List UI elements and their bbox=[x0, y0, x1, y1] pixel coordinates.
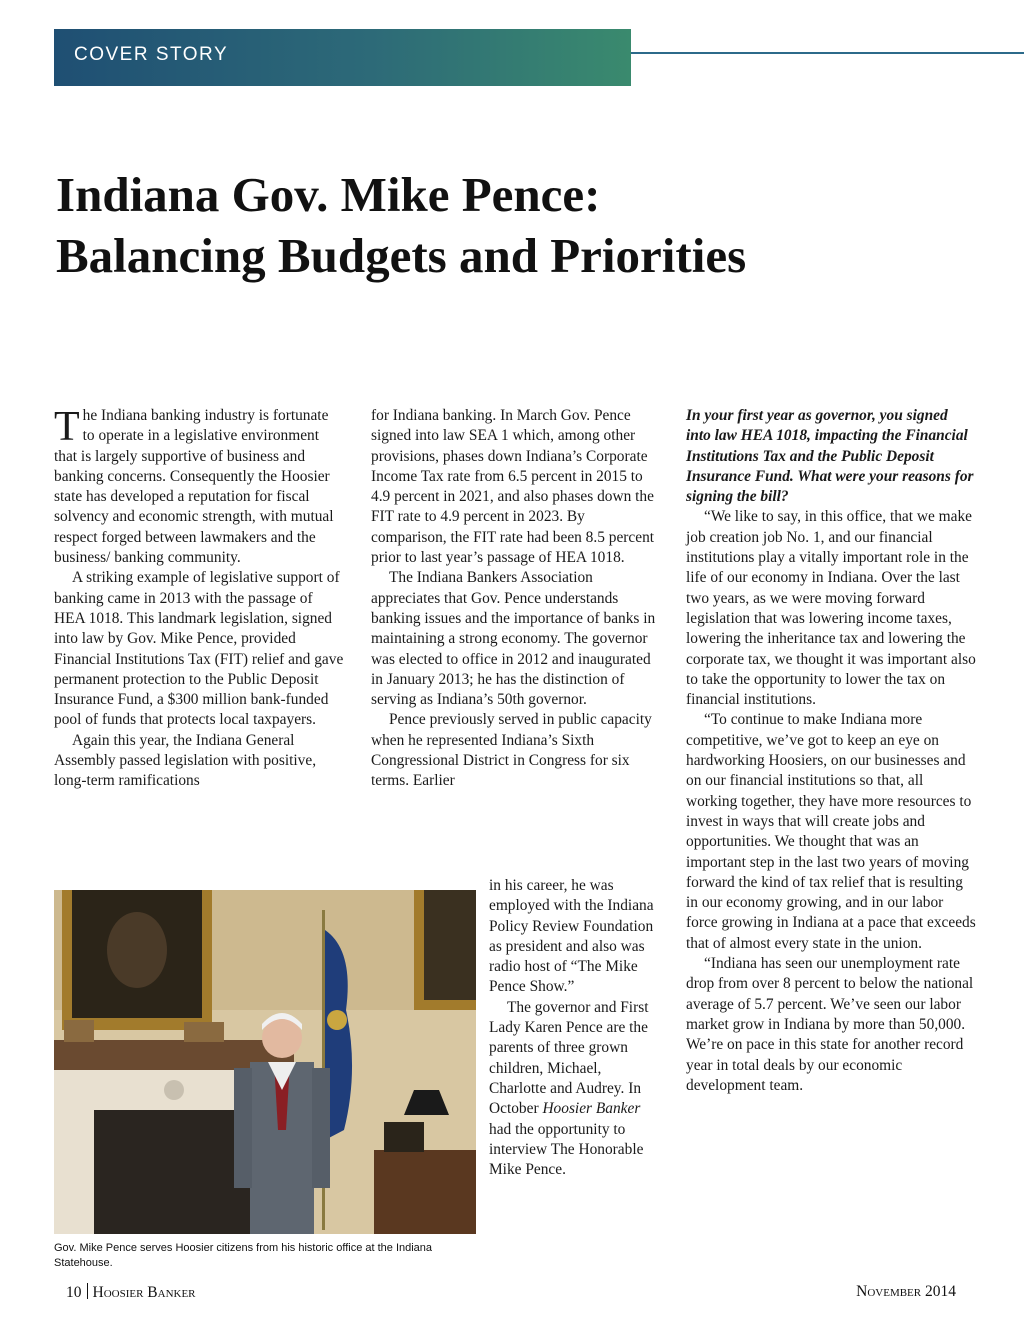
photo-caption: Gov. Mike Pence serves Hoosier citizens from his historic office at the Indiana Statehouse. bbox=[54, 1242, 433, 1269]
publication-name: Hoosier Banker bbox=[542, 1100, 641, 1118]
section-banner bbox=[54, 29, 631, 86]
section-label: COVER STORY bbox=[74, 44, 229, 65]
paragraph: in his career, he was employed with the Indiana Policy Review Foundation as president and also was radio host of “The Mike Pence Show.” bbox=[489, 877, 654, 996]
page-number: 10 bbox=[66, 1284, 82, 1301]
paragraph-text: The governor and First Lady Karen Pence are the parents of three grown children, Michael, Charlotte and Audrey. In October bbox=[489, 998, 649, 1118]
paragraph: The Indiana Bankers Association appreciates that Gov. Pence understands banking issues and the importance of banks in maintaining a strong economy. The governor was elected to office in 2012 and inaugurated in January 2013; he has the distinction of serving as Indiana’s 50th governor. bbox=[371, 569, 656, 709]
column-2-continued bbox=[489, 876, 661, 1180]
drop-cap: T bbox=[54, 404, 80, 450]
paragraph: Again this year, the Indiana General Assembly passed legislation with positive, long-term ramifications bbox=[54, 731, 317, 790]
paragraph: Pence previously served in public capacity when he represented Indiana’s Sixth Congressional District in Congress for six terms. Earlier bbox=[371, 711, 652, 790]
paragraph-text: had the opportunity to interview The Honorable Mike Pence. bbox=[489, 1120, 644, 1179]
footer-divider bbox=[87, 1283, 88, 1299]
paragraph: A striking example of legislative support of banking came in 2013 with the passage of HEA 1018. This landmark legislation, signed into law by Gov. Mike Pence, provided Financial Institutions Tax (FIT) relief and gave permanent protection to the Public Deposit Insurance Fund, a $300 million bank-funded pool of funds that protects local taxpayers. bbox=[54, 569, 344, 729]
title-line-1: Indiana Gov. Mike Pence: bbox=[56, 167, 601, 222]
title-line-2: Balancing Budgets and Priorities bbox=[56, 228, 747, 283]
paragraph-text: he Indiana banking industry is fortunate to operate in a legislative environment that is largely supportive of business and banking concerns. Consequently the Hoosier state has developed a reputation for fiscal solvency and economic strength, with mutual respect forged between lawmakers and the business/ banking community. bbox=[54, 407, 334, 567]
paragraph bbox=[489, 998, 661, 1181]
governor-photo bbox=[54, 890, 476, 1234]
paragraph: for Indiana banking. In March Gov. Pence signed into law SEA 1 which, among other provisions, phases down Indiana’s Corporate Income Tax rate from 6.5 percent in 2015 to 4.9 percent in 2021, and also phases down the FIT rate to 4.9 percent in 2023. By comparison, the FIT rate had been 8.5 percent prior to last year’s passage of HEA 1018. bbox=[371, 407, 655, 567]
publication-title: Hoosier Banker bbox=[92, 1284, 196, 1301]
paragraph: “To continue to make Indiana more competitive, we’ve got to keep an eye on hardworking Hoosiers, on our businesses and on our financial institutions so that, all working together, they have more resources to invest in ways that will create jobs and opportunities. We thought that was an important step in the last two years of moving forward the kind of tax relief that is resulting in our economy growing, and in our labor force growing in Indiana at a pace that exceeds that of almost every state in the union. bbox=[686, 711, 976, 952]
column-1 bbox=[54, 406, 344, 792]
paragraph: “Indiana has seen our unemployment rate drop from over 8 percent to below the national average of 5.7 percent. We’ve seen our labor market grow in Indiana by more than 50,000. We’re on pace in this state for another record year in total deals by our economic development team. bbox=[686, 955, 974, 1094]
issue-date: November 2014 bbox=[856, 1283, 956, 1300]
article-title bbox=[56, 164, 996, 286]
footer-left bbox=[66, 1283, 196, 1302]
column-3 bbox=[686, 406, 976, 1096]
paragraph bbox=[54, 406, 344, 568]
interview-question: In your first year as governor, you signed into law HEA 1018, impacting the Financial Institutions Tax and the Public Deposit Insurance Fund. What were your reasons for signing the bill? bbox=[686, 407, 974, 506]
paragraph: “We like to say, in this office, that we make job creation job No. 1, and our financial institutions play a vitally important role in the life of our economy in Indiana. Over the last two years, as we were moving forward legislation that was lowering income taxes, lowering the inheritance tax and lowering the corporate tax, we thought it was important also to take the opportunity to lower the tax on financial institutions. bbox=[686, 508, 976, 709]
column-2 bbox=[371, 406, 663, 792]
